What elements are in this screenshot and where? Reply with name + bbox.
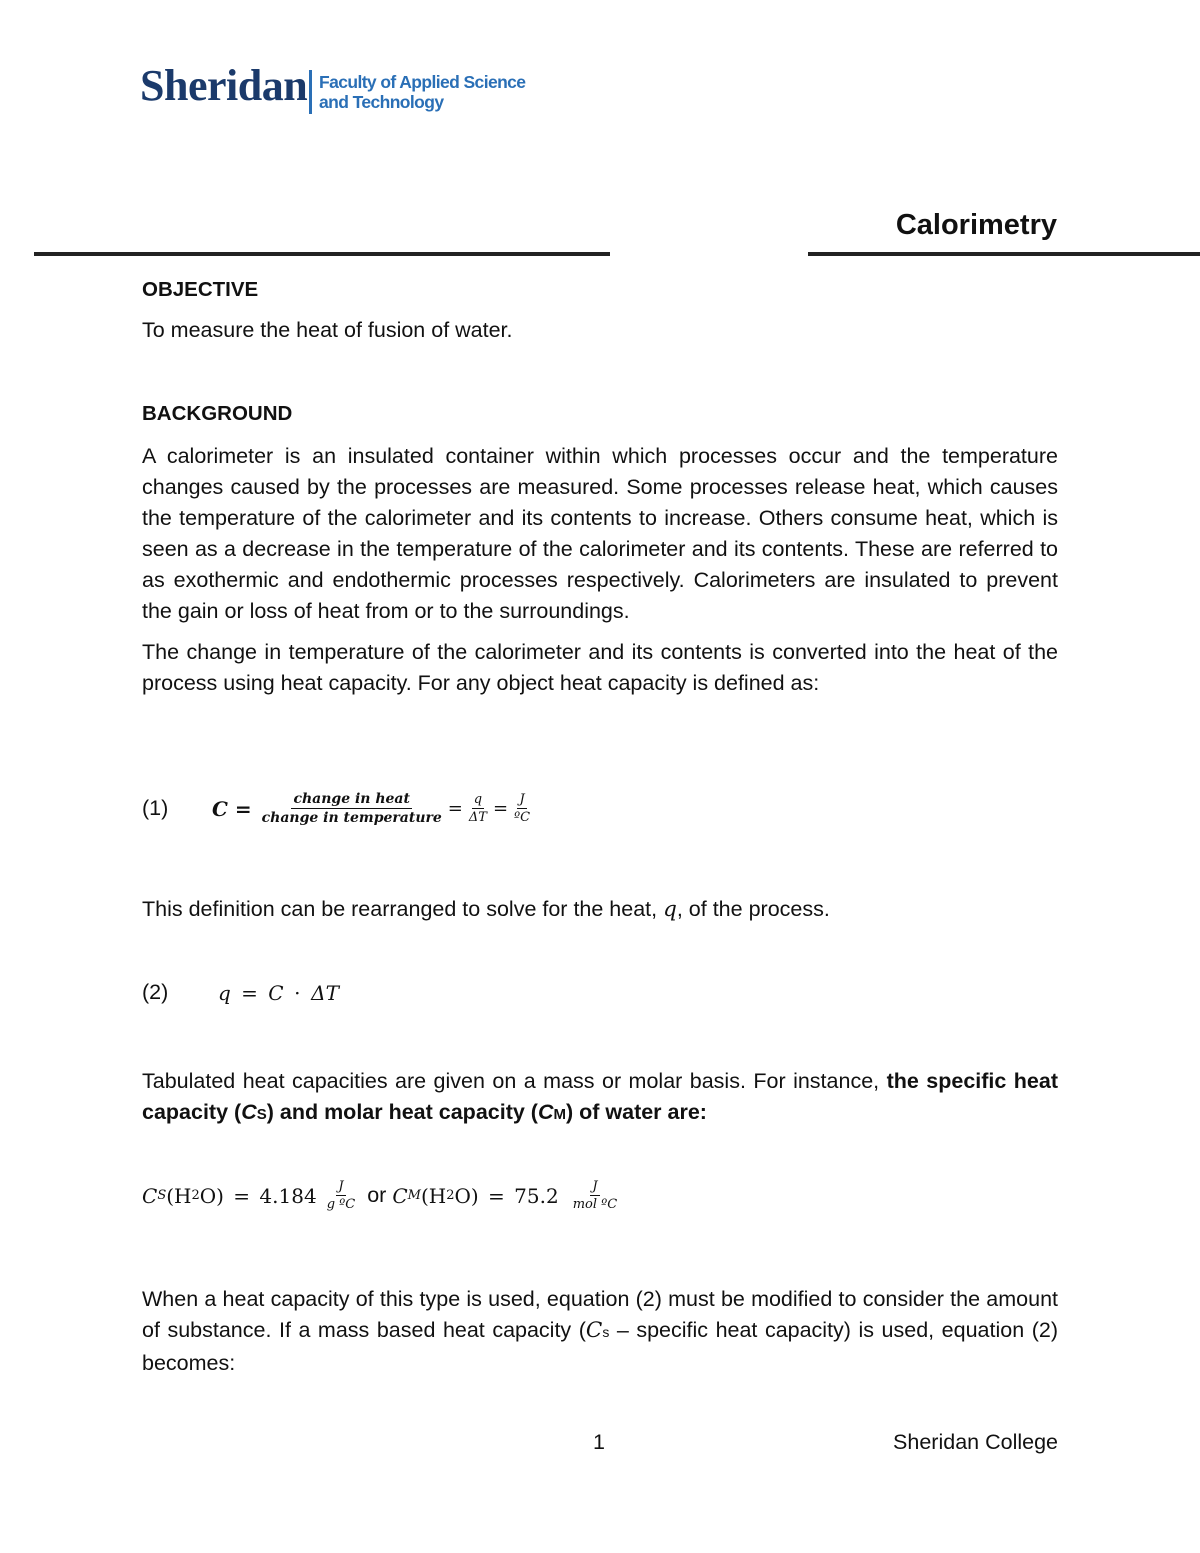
frac-numerator: change in heat bbox=[293, 791, 410, 807]
cs-symbol: C bbox=[142, 1183, 158, 1208]
q-over-dt-fraction bbox=[467, 793, 489, 824]
q-numerator: q bbox=[473, 792, 483, 808]
title-rule-left bbox=[34, 252, 610, 256]
cm-unit-denominator: mol ºC bbox=[572, 1196, 618, 1212]
p4-cm: C bbox=[537, 1100, 554, 1124]
cs-h2o-subscript: 2 bbox=[191, 1188, 200, 1204]
equation-2-expression: q = C ⋅ ΔT bbox=[218, 980, 339, 1005]
background-paragraph-4 bbox=[142, 1066, 1058, 1130]
p4-cs: C bbox=[241, 1100, 257, 1124]
dt-denominator: ΔT bbox=[468, 809, 487, 825]
sheridan-logo-wordmark: Sheridan bbox=[140, 61, 308, 110]
p4-cm-sub: M bbox=[553, 1106, 566, 1123]
p4-plain: Tabulated heat capacities are given on a mass or molar basis. For instance, bbox=[142, 1069, 887, 1093]
equation-1-definition-fraction bbox=[260, 792, 444, 825]
p3-text-after: , of the process. bbox=[676, 897, 830, 921]
document-body bbox=[142, 270, 1058, 699]
cs-value: O) = 4.184 bbox=[199, 1183, 317, 1208]
background-paragraph-2: The change in temperature of the calorimeter and its contents is converted into the heat of the process using heat capacity. For any object heat capacity is defined as: bbox=[142, 640, 1058, 695]
footer-college-name: Sheridan College bbox=[893, 1430, 1058, 1454]
objective-heading: OBJECTIVE bbox=[142, 278, 259, 301]
cs-argument: (H bbox=[166, 1183, 192, 1208]
cm-argument: (H bbox=[420, 1183, 447, 1208]
frac-denominator: change in temperature bbox=[261, 809, 442, 826]
background-paragraph-3 bbox=[142, 894, 830, 925]
p5-text-b: – specific heat capacity) is used, equation (2) becomes: bbox=[142, 1318, 1058, 1375]
p4-cs-sub: S bbox=[256, 1106, 267, 1123]
cm-subscript: M bbox=[407, 1188, 421, 1204]
faculty-name bbox=[319, 72, 525, 112]
cm-h2o-subscript: 2 bbox=[446, 1188, 455, 1204]
page-number: 1 bbox=[593, 1430, 605, 1454]
background-paragraph-1: A calorimeter is an insulated container within which processes occur and the temperature changes caused by the processes are measured. Some processes release heat, which causes the temperature of the calorimeter and its contents to increase. Others consume heat, which is seen as a decrease in the temperature of the calorimeter and its contents. These are referred to as exothermic and endothermic processes respectively. Calorimeters are insulated to prevent the gain or loss of heat from or to the surroundings. bbox=[142, 444, 1058, 623]
equation-1 bbox=[142, 792, 536, 825]
unit-fraction bbox=[512, 793, 532, 824]
objective-text: To measure the heat of fusion of water. bbox=[142, 318, 513, 342]
p5-sub-s: s bbox=[602, 1324, 610, 1340]
equals-sign: = bbox=[447, 798, 463, 820]
unit-denominator: ºC bbox=[514, 809, 531, 825]
equation-1-lhs: C = bbox=[212, 796, 252, 821]
equals-sign-2: = bbox=[492, 798, 509, 820]
p3-var-q: q bbox=[663, 897, 677, 922]
cm-unit-numerator: J bbox=[592, 1179, 598, 1194]
cm-symbol: C bbox=[392, 1183, 408, 1208]
p5-var-c: C bbox=[585, 1318, 603, 1343]
equation-1-number: (1) bbox=[142, 796, 169, 821]
faculty-line-1: Faculty of Applied Science bbox=[319, 72, 526, 92]
or-word: or bbox=[367, 1183, 387, 1208]
p3-text-before: This definition can be rearranged to solve for the heat, bbox=[142, 897, 664, 921]
logo-divider bbox=[309, 70, 312, 114]
cm-value: O) = 75.2 bbox=[454, 1183, 559, 1208]
p4-bold-c: ) of water are: bbox=[565, 1100, 707, 1124]
background-heading: BACKGROUND bbox=[142, 402, 293, 425]
p4-bold-a: the specific heat capacity ( bbox=[142, 1069, 1058, 1124]
cs-unit-fraction bbox=[325, 1180, 358, 1211]
faculty-line-2: and Technology bbox=[319, 92, 444, 112]
cs-unit-denominator: g ºC bbox=[326, 1196, 356, 1212]
cs-subscript: S bbox=[157, 1188, 167, 1204]
title-rule-right bbox=[808, 252, 1200, 256]
background-paragraph-5 bbox=[142, 1284, 1058, 1379]
unit-numerator: J bbox=[519, 792, 525, 808]
equation-2 bbox=[142, 980, 339, 1005]
document-title: Calorimetry bbox=[895, 209, 1057, 241]
equation-2-number: (2) bbox=[142, 980, 169, 1004]
cm-unit-fraction bbox=[571, 1180, 620, 1211]
p5-text-a: When a heat capacity of this type is used, equation (2) must be modified to consider the amount of substance. If a mass based heat capacity ( bbox=[142, 1287, 1058, 1342]
cs-unit-numerator: J bbox=[338, 1179, 344, 1194]
p4-bold-b: ) and molar heat capacity ( bbox=[266, 1100, 538, 1124]
equation-3 bbox=[142, 1180, 623, 1211]
